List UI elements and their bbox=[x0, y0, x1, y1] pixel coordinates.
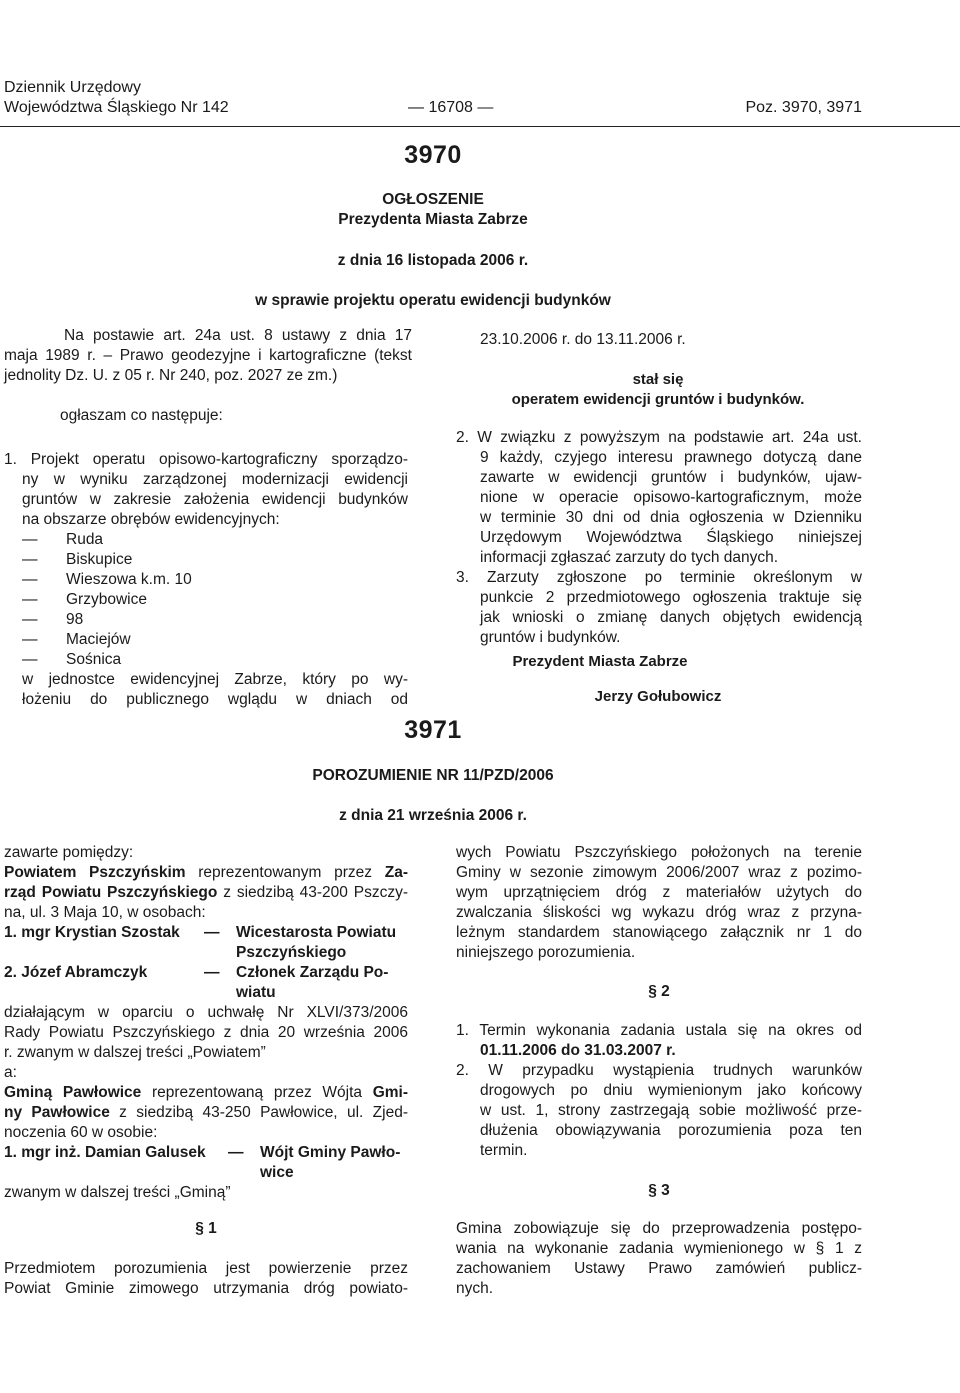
area-item-maciejow bbox=[4, 630, 408, 650]
paragraph-line: gruntów w zakresie założenia ewidencji budynków bbox=[22, 491, 408, 508]
paragraph-line: w terminie 30 dni od dnia ogłoszenia w Dzienniku bbox=[480, 509, 862, 526]
doc-number-3970: 3970 bbox=[404, 141, 462, 169]
section-3-line: Gmina zobowiązuje się do przeprowadzenia postępo- bbox=[456, 1220, 862, 1237]
area-name: Biskupice bbox=[66, 551, 133, 568]
dash: — bbox=[22, 571, 38, 588]
party1-address: na, ul. 3 Maja 10, w osobach: bbox=[4, 904, 206, 921]
rep1-row bbox=[4, 923, 408, 943]
legal-basis-line: Na postawie art. 24a ust. 8 ustawy z dnia 17 bbox=[64, 327, 412, 344]
paragraph-1 bbox=[4, 450, 408, 710]
doc-date-3971: z dnia 21 września 2006 r. bbox=[339, 807, 527, 824]
doc-title-3970: OGŁOSZENIE bbox=[382, 191, 484, 208]
paragraph-line: zawarte w ewidencji gruntów i budynków, ujaw- bbox=[480, 469, 862, 486]
area-name: Ruda bbox=[66, 531, 104, 548]
area-item-sosnica bbox=[4, 650, 408, 670]
doc-number-3971: 3971 bbox=[404, 716, 462, 744]
paragraph-line: nione w operacie opisowo-kartograficznym, może bbox=[480, 489, 862, 506]
section-1-line: Przedmiotem porozumienia jest powierzenie przez bbox=[4, 1260, 408, 1277]
acting-line: Rady Powiatu Pszczyńskiego z dnia 20 września 2006 bbox=[4, 1024, 408, 1041]
section-2 bbox=[456, 1021, 862, 1161]
signature-name bbox=[558, 687, 938, 707]
paragraph-line: Urzędowym Województwa Śląskiego niniejszej bbox=[480, 529, 862, 546]
section-2-line: w ust. 1, strony zastrzegają sobie możliwość prze- bbox=[480, 1102, 862, 1119]
party1-name: Powiatem Pszczyńskim bbox=[4, 864, 186, 881]
dash: — bbox=[22, 591, 38, 608]
section-3 bbox=[456, 1219, 862, 1299]
section-3-line: nych. bbox=[456, 1280, 494, 1297]
subject-line: wym uprzątnięciem dróg z materiałów użytych do bbox=[456, 884, 862, 901]
paragraph-2 bbox=[456, 428, 862, 648]
dash: — bbox=[22, 651, 38, 668]
became-text: stał się bbox=[632, 371, 684, 388]
party2-mayor: Gmi- bbox=[372, 1084, 409, 1101]
dash: — bbox=[22, 531, 38, 548]
section-2-line: 1. Termin wykonania zadania ustala się na okres od bbox=[456, 1022, 862, 1039]
rep3-role-cont: wice bbox=[260, 1164, 294, 1181]
party2-mayor-cont: ny Pawłowice bbox=[4, 1104, 110, 1121]
party1-line bbox=[4, 883, 408, 903]
rep3-name: 1. mgr inż. Damian Galusek bbox=[4, 1144, 206, 1161]
subject-line: wych Powiatu Pszczyńskiego położonych na terenie bbox=[456, 844, 862, 861]
subject-line: niniejszego porozumienia. bbox=[456, 944, 636, 961]
area-name: Sośnica bbox=[66, 651, 122, 668]
paragraph-line: 9 każdy, czyjego interesu prawnego dotyczą dane bbox=[480, 449, 862, 466]
party1-seat: z siedzibą 43-200 Pszczy- bbox=[217, 884, 408, 901]
party2-name: Gminą Pawłowice bbox=[4, 1084, 142, 1101]
area-name: Maciejów bbox=[66, 631, 131, 648]
signature-title bbox=[468, 652, 960, 672]
section-3-line: wania na wykonanie zadania wymienionego w § 1 z bbox=[456, 1240, 862, 1257]
section-2-dates: 01.11.2006 do 31.03.2007 r. bbox=[480, 1042, 676, 1059]
rep2-role-cont: wiatu bbox=[236, 984, 276, 1001]
display-dates: 23.10.2006 r. do 13.11.2006 r. bbox=[480, 331, 686, 348]
dash: — bbox=[22, 611, 38, 628]
acting-line: działającym w oparciu o uchwałę Nr XLVI/373/2006 bbox=[4, 1004, 408, 1021]
subject-line: leżnym standardem stanowiącego załącznik nr 1 do bbox=[456, 924, 862, 941]
party2-address: noczenia 60 w osobie: bbox=[4, 1124, 158, 1141]
rep3-role: Wójt Gminy Pawło- bbox=[260, 1144, 401, 1161]
party1-text: reprezentowanym przez bbox=[185, 864, 385, 881]
doc-title-3971: POROZUMIENIE NR 11/PZD/2006 bbox=[312, 767, 554, 784]
dash: — bbox=[228, 1144, 244, 1161]
dash: — bbox=[204, 964, 220, 981]
page-number: — 16708 — bbox=[408, 99, 494, 116]
paragraph-line: punkcie 2 przedmiotowego ogłoszenia traktuje się bbox=[480, 589, 862, 606]
paragraph-line: 2. W związku z powyższym na podstawie art. 24a ust. bbox=[456, 429, 862, 446]
rep2-role: Członek Zarządu Po- bbox=[236, 964, 389, 981]
paragraph-line: łożeniu do publicznego wglądu w dniach od bbox=[22, 691, 408, 708]
section-2-line: termin. bbox=[480, 1142, 528, 1159]
legal-basis-line: jednolity Dz. U. z 05 r. Nr 240, poz. 2027 ze zm.) bbox=[4, 367, 338, 384]
area-item-98 bbox=[4, 610, 408, 630]
doc-date-3970: z dnia 16 listopada 2006 r. bbox=[337, 252, 529, 269]
doc-issuer-3970: Prezydenta Miasta Zabrze bbox=[338, 211, 528, 228]
paragraph-line: gruntów i budynków. bbox=[480, 629, 621, 646]
party2-seat: z siedzibą 43-250 Pawłowice, ul. Zjed- bbox=[109, 1104, 408, 1121]
section-1-line: Powiat Gminie zimowego utrzymania dróg powiato- bbox=[4, 1280, 408, 1297]
section-2-line: 2. W przypadku wystąpienia trudnych warunków bbox=[456, 1062, 862, 1079]
doc-subject-3970: w sprawie projektu operatu ewidencji budynków bbox=[255, 292, 611, 309]
section-2-line: dłużenia obowiązywania porozumienia poza ten bbox=[480, 1122, 862, 1139]
section-2-line: drogowych po dniu wymienionym jako końcowy bbox=[480, 1082, 862, 1099]
party2-line bbox=[4, 1103, 408, 1123]
dash: — bbox=[204, 924, 220, 941]
agreement-parties bbox=[4, 843, 408, 1203]
party2-line bbox=[4, 1083, 408, 1103]
area-item-biskupice bbox=[4, 550, 408, 570]
paragraph-line: jak wnioski o zmianę danych objętych ewidencją bbox=[480, 609, 862, 626]
party1-line bbox=[4, 863, 408, 883]
party1-board: Za- bbox=[384, 864, 408, 881]
subject-line: zwalczania śliskości wg wykazu dróg wraz z przyna- bbox=[456, 904, 862, 921]
operat-text: operatem ewidencji gruntów i budynków. bbox=[511, 391, 805, 408]
section-3-heading: § 3 bbox=[648, 1182, 670, 1199]
area-item-grzybowice bbox=[4, 590, 408, 610]
area-item-wieszowa bbox=[4, 570, 408, 590]
area-name: Wieszowa k.m. 10 bbox=[66, 571, 192, 588]
dash: — bbox=[22, 631, 38, 648]
dash: — bbox=[22, 551, 38, 568]
legal-basis-line: maja 1989 r. – Prawo geodezyjne i kartograficzne (tekst bbox=[4, 347, 412, 364]
section-3-line: zachowaniem Ustawy Prawo zamówień publicz- bbox=[456, 1260, 862, 1277]
subject-line: Gminy w sezonie zimowym 2006/2007 wraz z pozimo- bbox=[456, 864, 862, 881]
area-item-ruda bbox=[4, 530, 408, 550]
header-rule bbox=[0, 126, 960, 127]
rep2-name: 2. Józef Abramczyk bbox=[4, 964, 148, 981]
signature-title-text: Prezydent Miasta Zabrze bbox=[512, 653, 688, 670]
section-2-heading: § 2 bbox=[648, 983, 670, 1000]
signature-name-text: Jerzy Gołubowicz bbox=[594, 688, 722, 705]
agreement-subject-cont bbox=[456, 843, 862, 963]
called-gmina: zwanym w dalszej treści „Gminą” bbox=[4, 1184, 231, 1201]
announce-text: ogłaszam co następuje: bbox=[60, 407, 223, 424]
section-1 bbox=[4, 1259, 408, 1299]
paragraph-line: na obszarze obrębów ewidencyjnych: bbox=[22, 511, 280, 528]
party2-text: reprezentowaną przez Wójta bbox=[141, 1084, 373, 1101]
paragraph-line: 1. Projekt operatu opisowo-kartograficzny sporządzo- bbox=[4, 451, 408, 468]
paragraph-line: w jednostce ewidencyjnej Zabrze, który po wy- bbox=[22, 671, 408, 688]
section-1-heading: § 1 bbox=[195, 1220, 217, 1237]
party1-board-cont: rząd Powiatu Pszczyńskiego bbox=[4, 884, 218, 901]
rep2-row bbox=[4, 963, 408, 983]
acting-line: r. zwanym w dalszej treści „Powiatem” bbox=[4, 1044, 266, 1061]
area-name: Grzybowice bbox=[66, 591, 147, 608]
rep1-role: Wicestarosta Powiatu bbox=[236, 924, 397, 941]
journal-name-line2: Województwa Śląskiego Nr 142 bbox=[4, 99, 229, 116]
paragraph-line: 3. Zarzuty zgłoszone po terminie określonym w bbox=[456, 569, 862, 586]
a-label: a: bbox=[4, 1064, 17, 1081]
rep3-row bbox=[4, 1143, 408, 1163]
area-name: 98 bbox=[66, 611, 84, 628]
rep1-role-cont: Pszczyńskiego bbox=[236, 944, 347, 961]
legal-basis bbox=[4, 326, 412, 386]
paragraph-line: informacji zgłaszać zarzuty do tych danych. bbox=[480, 549, 779, 566]
rep1-name: 1. mgr Krystian Szostak bbox=[4, 924, 180, 941]
paragraph-line: ny w wyniku zarządzonej modernizacji ewidencji bbox=[22, 471, 408, 488]
journal-name-line1: Dziennik Urzędowy bbox=[4, 79, 141, 96]
position-ref: Poz. 3970, 3971 bbox=[745, 99, 862, 116]
intro-line: zawarte pomiędzy: bbox=[4, 844, 134, 861]
